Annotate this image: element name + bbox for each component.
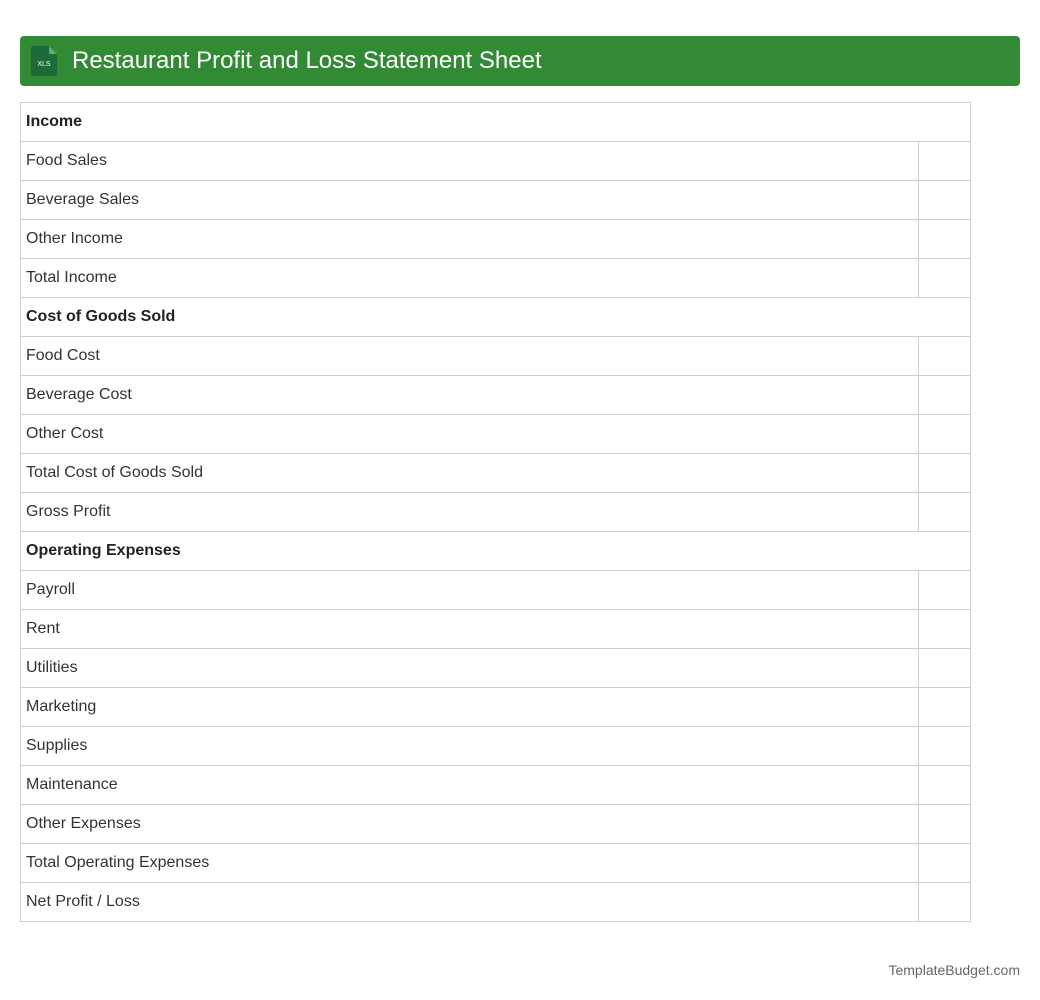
table-row [21,376,971,415]
row-value-cell[interactable] [919,844,971,883]
row-value-cell[interactable] [919,571,971,610]
row-value-cell[interactable] [919,181,971,220]
row-value-cell[interactable] [919,805,971,844]
row-label: Maintenance [21,766,919,805]
row-label: Gross Profit [21,493,919,532]
table-row [21,493,971,532]
row-label: Total Income [21,259,919,298]
row-label: Food Sales [21,142,919,181]
section-row [21,532,971,571]
row-value-cell[interactable] [919,415,971,454]
section-row [21,103,971,142]
row-label: Utilities [21,649,919,688]
section-heading: Income [21,103,971,142]
table-row [21,337,971,376]
row-value-cell[interactable] [919,649,971,688]
row-label: Supplies [21,727,919,766]
table-row [21,844,971,883]
section-heading: Cost of Goods Sold [21,298,971,337]
row-value-cell[interactable] [919,493,971,532]
footer-brand: TemplateBudget.com [888,962,1020,978]
row-label: Rent [21,610,919,649]
page-title: Restaurant Profit and Loss Statement Sheet [72,47,542,74]
table-row [21,181,971,220]
table-row [21,142,971,181]
xls-icon-label: XLS [37,61,51,68]
table-row [21,727,971,766]
row-value-cell[interactable] [919,766,971,805]
table-row [21,571,971,610]
profit-loss-table [20,102,971,922]
table-row [21,688,971,727]
row-label: Payroll [21,571,919,610]
row-label: Food Cost [21,337,919,376]
xls-file-icon [31,46,57,76]
table-row [21,220,971,259]
row-value-cell[interactable] [919,454,971,493]
row-value-cell[interactable] [919,688,971,727]
row-value-cell[interactable] [919,142,971,181]
row-value-cell[interactable] [919,259,971,298]
page-header [20,36,1020,86]
row-value-cell[interactable] [919,337,971,376]
row-label: Other Expenses [21,805,919,844]
row-value-cell[interactable] [919,376,971,415]
row-label: Other Cost [21,415,919,454]
row-value-cell[interactable] [919,883,971,922]
row-value-cell[interactable] [919,220,971,259]
row-value-cell[interactable] [919,727,971,766]
row-label: Total Cost of Goods Sold [21,454,919,493]
row-label: Net Profit / Loss [21,883,919,922]
section-row [21,298,971,337]
table-row [21,454,971,493]
row-value-cell[interactable] [919,610,971,649]
row-label: Marketing [21,688,919,727]
table-row [21,415,971,454]
table-row [21,610,971,649]
row-label: Total Operating Expenses [21,844,919,883]
table-row [21,259,971,298]
row-label: Beverage Sales [21,181,919,220]
table-row [21,766,971,805]
table-row [21,649,971,688]
profit-loss-table-body [21,103,971,922]
table-row [21,805,971,844]
row-label: Beverage Cost [21,376,919,415]
row-label: Other Income [21,220,919,259]
section-heading: Operating Expenses [21,532,971,571]
table-row [21,883,971,922]
